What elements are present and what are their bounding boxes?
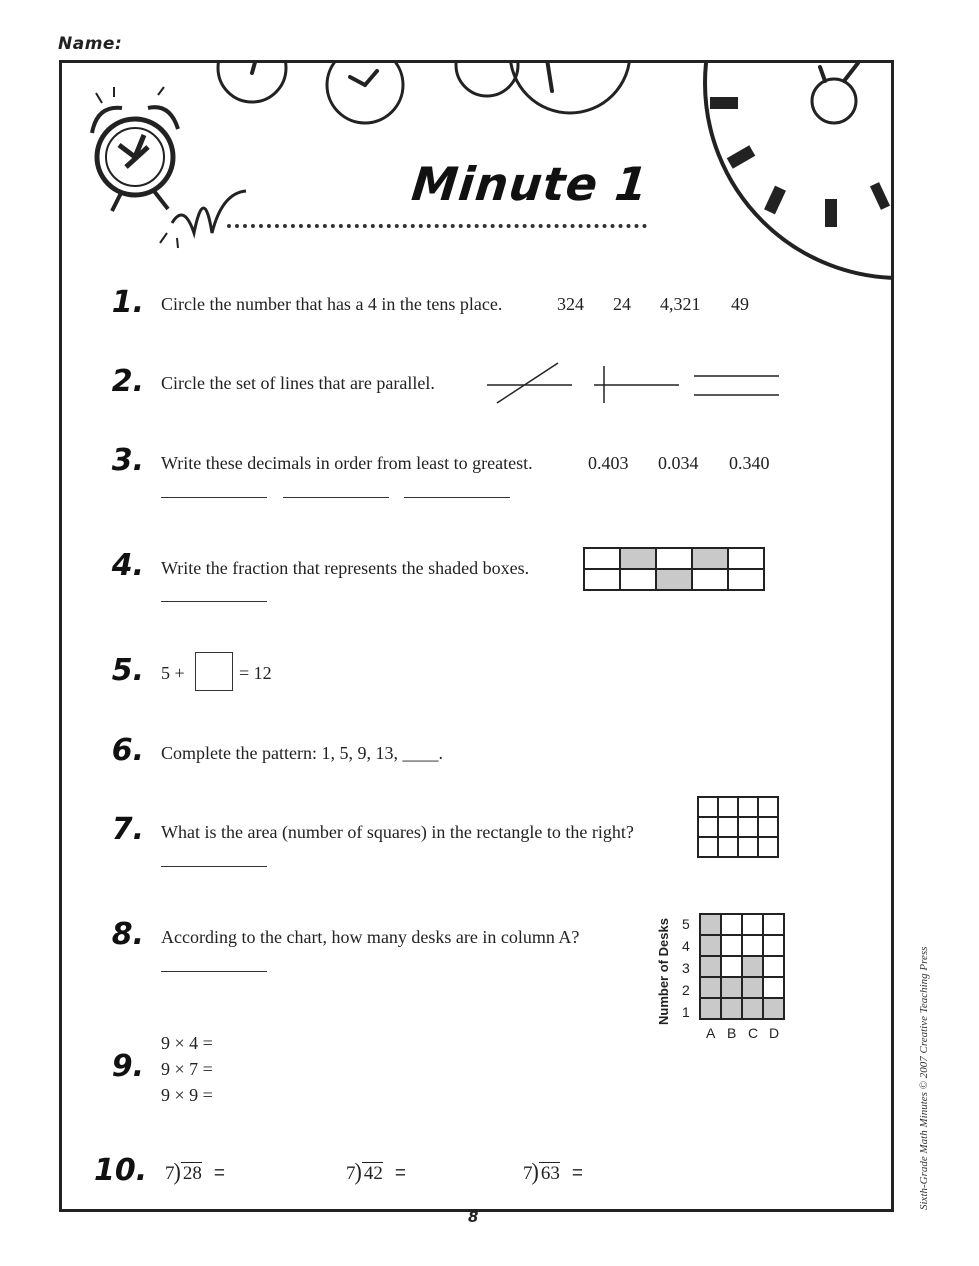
empty-cell: [763, 935, 784, 956]
missing-number-box[interactable]: [195, 652, 233, 691]
bar-cell-A: [700, 914, 721, 935]
title-dotted-rule: [227, 224, 647, 228]
y-tick-label: 4: [682, 938, 690, 954]
name-label: Name:: [58, 34, 123, 54]
bar-cell-B: [721, 977, 742, 998]
divisor: 7: [346, 1163, 356, 1184]
worksheet-frame: [59, 60, 894, 1212]
dividend: 63: [540, 1163, 560, 1184]
multiplication-fact: 9 × 4 =: [161, 1033, 213, 1053]
desk-bar-chart: [698, 912, 790, 1025]
answer-blank[interactable]: [283, 497, 389, 498]
x-tick-label: A: [706, 1025, 716, 1041]
answer-option: 4,321: [660, 294, 701, 314]
page-title: Minute 1: [409, 157, 652, 211]
y-tick-label: 2: [682, 982, 690, 998]
answer-option: 0.340: [729, 453, 770, 473]
dividend: 28: [182, 1163, 202, 1184]
medium-clock-icon: [510, 63, 630, 113]
answer-blank[interactable]: [161, 866, 267, 867]
x-tick-label: C: [748, 1025, 759, 1041]
area-rectangle-grid: [697, 796, 779, 858]
empty-cell: [721, 956, 742, 977]
divisor: 7: [523, 1163, 533, 1184]
divisor: 7: [165, 1163, 175, 1184]
bar-cell-B: [721, 998, 742, 1019]
empty-cell: [721, 935, 742, 956]
multiplication-fact: 9 × 9 =: [161, 1085, 213, 1105]
question-text: Circle the number that has a 4 in the tens place.: [161, 294, 503, 314]
answer-option: 49: [731, 294, 749, 314]
question-number: 2.: [111, 364, 144, 399]
equals-sign: =: [571, 1163, 583, 1184]
question-number: 7.: [111, 812, 144, 847]
bar-cell-A: [700, 956, 721, 977]
question-number: 5.: [111, 653, 144, 688]
question-number: 3.: [111, 443, 144, 478]
bar-cell-C: [742, 998, 763, 1019]
bar-cell-D: [763, 998, 784, 1019]
y-tick-label: 5: [682, 916, 690, 932]
y-tick-label: 3: [682, 960, 690, 976]
question-text: Write the fraction that represents the shaded boxes.: [161, 558, 530, 578]
answer-option: 324: [557, 294, 584, 314]
empty-cell: [763, 956, 784, 977]
question-text: Circle the set of lines that are parallel.: [161, 373, 435, 393]
empty-cell: [721, 914, 742, 935]
large-clock-icon: [705, 63, 891, 278]
answer-blank[interactable]: [161, 971, 267, 972]
empty-cell: [742, 935, 763, 956]
long-division-problem: 7) 63 =: [523, 1157, 583, 1186]
dividend: 42: [363, 1163, 383, 1184]
equals-sign: =: [213, 1163, 225, 1184]
question-number: 8.: [111, 917, 144, 952]
x-tick-label: B: [727, 1025, 737, 1041]
question-text: What is the area (number of squares) in the rectangle to the right?: [161, 822, 634, 842]
answer-blank[interactable]: [404, 497, 510, 498]
bar-cell-A: [700, 977, 721, 998]
equals-sign: =: [394, 1163, 406, 1184]
answer-blank[interactable]: [161, 601, 267, 602]
long-division-problem: 7) 42 =: [346, 1157, 406, 1186]
question-text: According to the chart, how many desks are in column A?: [161, 927, 580, 947]
empty-cell: [763, 914, 784, 935]
empty-cell: [742, 914, 763, 935]
bar-cell-A: [700, 998, 721, 1019]
small-clock-icon: [456, 63, 518, 96]
answer-option: 0.403: [588, 453, 629, 473]
fraction-grid: [583, 547, 765, 591]
bar-cell-C: [742, 977, 763, 998]
question-number: 4.: [111, 548, 144, 583]
small-clock-icon: [327, 63, 403, 123]
question-text: Complete the pattern: 1, 5, 9, 13, ____.: [161, 743, 443, 763]
copyright-credit: Sixth-Grade Math Minutes © 2007 Creative Teaching Press: [918, 946, 930, 1210]
empty-cell: [763, 977, 784, 998]
x-tick-label: D: [769, 1025, 780, 1041]
question-number: 6.: [111, 733, 144, 768]
y-tick-label: 1: [682, 1004, 690, 1020]
answer-blank[interactable]: [161, 497, 267, 498]
answer-option: 0.034: [658, 453, 699, 473]
question-number: 1.: [111, 285, 144, 320]
clock-ring-icon: [812, 79, 856, 123]
alarm-clock-icon: [92, 87, 246, 248]
long-division-problem: 7) 28 =: [165, 1157, 225, 1186]
question-text: Write these decimals in order from least to greatest.: [161, 453, 533, 473]
chart-y-axis-title: Number of Desks: [656, 918, 671, 1025]
line-sets-figure: [482, 358, 787, 408]
equation-left: 5 +: [161, 663, 185, 683]
multiplication-fact: 9 × 7 =: [161, 1059, 213, 1079]
bar-cell-C: [742, 956, 763, 977]
question-number: 9.: [111, 1049, 144, 1084]
bar-cell-A: [700, 935, 721, 956]
equation-right: = 12: [239, 663, 272, 683]
answer-option: 24: [613, 294, 631, 314]
question-number: 10.: [94, 1153, 148, 1188]
page-number: 8: [468, 1208, 479, 1226]
